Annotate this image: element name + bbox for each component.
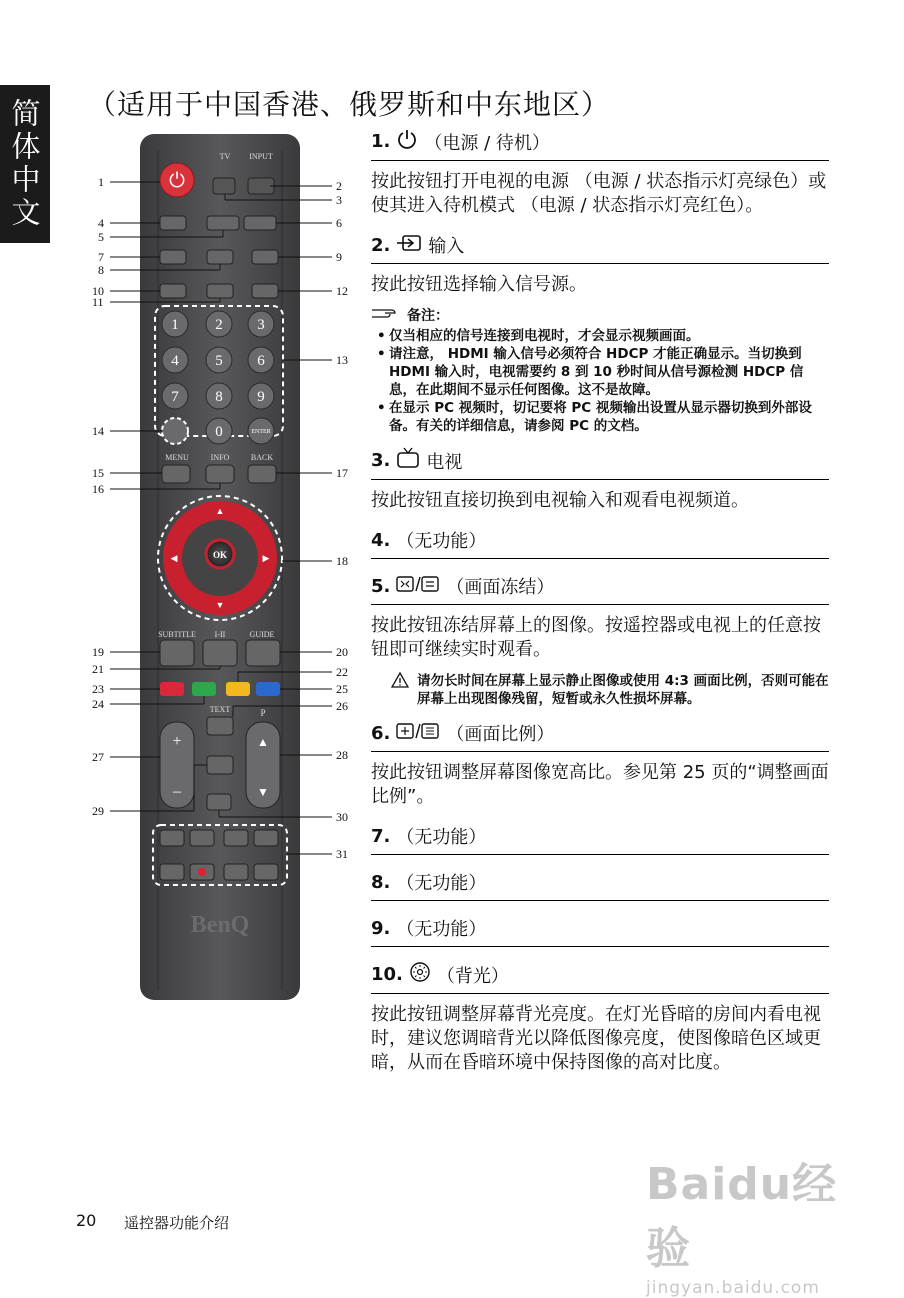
note-hand-icon [371,306,401,324]
callout-21: 21 [92,662,104,676]
svg-text:▶: ▶ [262,553,270,563]
menu-label: MENU [165,453,189,462]
svg-text:▲: ▲ [215,506,225,516]
btn-7 [160,250,186,264]
svg-text:▼: ▼ [215,600,225,610]
language-tab [0,85,50,243]
callout-15: 15 [92,466,104,480]
callout-19: 19 [92,645,104,659]
enter-label: ENTER [251,429,271,435]
brand-logo: BenQ [190,912,250,938]
section-1-heading: 1. （电源 / 待机） [371,126,829,161]
watermark-url: jingyan.baidu.com [646,1278,820,1298]
section-5-heading: 5. （画面冻结） [371,571,829,605]
btn-6 [244,216,276,230]
digit-1: 1 [171,317,179,333]
subtitle-label: SUBTITLE [158,630,196,639]
callout-11: 11 [92,295,104,309]
back-button [248,465,276,483]
callout-9: 9 [336,250,342,264]
section-10-heading: 10. （背光） [371,959,829,994]
digit-6: 6 [257,353,265,369]
section-7-heading: 7. （无功能） [371,821,829,855]
section-6-heading: 6. （画面比例） [371,718,829,752]
footer-title: 遥控器功能介绍 [124,1214,230,1232]
section-6-text: 按此按钮调整屏幕图像宽高比。参见第 25 页的“调整画面比例”。 [371,762,829,807]
section-10-text: 按此按钮调整屏幕背光亮度。在灯光昏暗的房间内看电视时，建议您调暗背光以降低图像亮度，使图像暗色区域更暗，从而在昏暗环境中保持图像的高对比度。 [371,1004,821,1073]
callout-12: 12 [336,284,348,298]
input-label: INPUT [249,152,273,161]
digit-5: 5 [215,353,223,369]
callout-31: 31 [336,847,348,861]
p-label: P [260,708,266,718]
btn-10 [160,284,186,298]
digit-7: 7 [171,389,179,405]
red-button [160,682,184,696]
text-button [207,717,233,735]
callout-7: 7 [98,250,104,264]
blue-button [256,682,280,696]
section-5-text: 按此按钮冻结屏幕上的图像。按遥控器或电视上的任意按钮即可继续实时观看。 [371,615,821,660]
callout-17: 17 [336,466,348,480]
note-item: • 请注意， HDMI 输入信号必须符合 HDCP 才能正确显示。当切换到 HDMI 输入时，电视需要约 8 到 10 秒时间从信号源检测 HDCP 信息，在此期间不显示任何图像。这不是故障。 [371,345,829,399]
info-label: INFO [210,453,230,462]
section-3-heading: 3. 电视 [371,445,829,480]
svg-text:–: – [173,783,181,800]
menu-button [162,465,190,483]
callout-29: 29 [92,804,104,818]
input-icon [396,233,422,258]
section-3-text: 按此按钮直接切换到电视输入和观看电视频道。 [371,490,749,511]
note-title: 备注： [371,305,829,325]
nicam-button [207,756,233,774]
callout-18: 18 [336,554,348,568]
hi-button [203,640,237,666]
note-item: • 在显示 PC 视频时，切记要将 PC 视频输出设置从显示器切换到外部设备。有关的详细信息，请参阅 PC 的文档。 [371,399,829,435]
section-2-text: 按此按钮选择输入信号源。 [371,274,587,295]
section-1-text: 按此按钮打开电视的电源 （电源 / 状态指示灯亮绿色）或使其进入待机模式 （电源 / 状态指示灯亮红色）。 [371,171,827,216]
remote-illustration [80,120,370,1020]
mute-button [207,794,231,810]
tv-icon [396,447,420,474]
callout-26: 26 [336,699,348,713]
callout-27: 27 [92,750,104,764]
callout-2: 2 [336,179,342,193]
page-number: 20 [76,1211,97,1230]
watermark-logo: Baidu经验 [646,1159,838,1274]
callout-16: 16 [92,482,104,496]
btn-12 [252,284,278,298]
section-9-heading: 9. （无功能） [371,913,829,947]
digit-4: 4 [171,353,179,369]
callout-6: 6 [336,216,342,230]
subtitle-button [160,640,194,666]
backlight-icon [409,961,431,988]
callout-25: 25 [336,682,348,696]
note-list [371,327,829,435]
callout-20: 20 [336,645,348,659]
freeze-icon [396,575,440,598]
svg-text:◀: ◀ [170,553,178,563]
btn-4 [160,216,186,230]
callout-30: 30 [336,810,348,824]
info-button [206,465,234,483]
green-button [192,682,216,696]
callout-3: 3 [336,193,342,207]
callout-14: 14 [92,424,104,438]
callout-5: 5 [98,230,104,244]
callout-10: 10 [92,284,104,298]
yellow-button [226,682,250,696]
digit-8: 8 [215,389,223,405]
btn-5 [207,216,239,230]
page-title: （适用于中国香港、俄罗斯和中东地区） [88,88,611,121]
section-8-heading: 8. （无功能） [371,867,829,901]
digit-2: 2 [215,317,223,333]
svg-text:▼: ▼ [257,785,269,799]
digit-0: 0 [215,424,223,440]
svg-text:+: + [172,733,182,750]
aspect-ratio-icon [396,722,440,745]
guide-label: GUIDE [249,630,275,639]
btn-11 [207,284,233,298]
remote-svg [80,120,370,1020]
watermark [646,1148,856,1298]
callout-28: 28 [336,748,348,762]
section-2-heading: 2. 输入 [371,230,829,264]
power-icon [396,128,418,155]
hi-label: I-II [214,630,226,639]
tv-label: TV [219,152,231,161]
callout-23: 23 [92,682,104,696]
callout-8: 8 [98,263,104,277]
callout-24: 24 [92,697,104,711]
btn-9 [252,250,278,264]
tv-button [213,178,235,194]
section-4-heading: 4. （无功能） [371,525,829,559]
language-tab-label: 简体中文 [7,98,42,230]
warning-note: 请勿长时间在屏幕上显示静止图像或使用 4:3 画面比例，否则可能在屏幕上出现图像残留，短暂或永久性损坏屏幕。 [391,672,829,708]
text-label: TEXT [209,705,231,714]
recall-button [162,418,188,444]
digit-9: 9 [257,389,265,405]
ok-label: OK [212,550,228,560]
btn-8 [207,250,233,264]
callout-13: 13 [336,353,348,367]
warning-icon [391,672,409,708]
power-icon: ⏻ [169,170,185,192]
svg-text:▲: ▲ [257,735,269,749]
callout-22: 22 [336,665,348,679]
note-item: • 仅当相应的信号连接到电视时，才会显示视频画面。 [371,327,829,345]
callout-1: 1 [98,175,104,189]
guide-button [246,640,280,666]
digit-3: 3 [257,317,265,333]
back-label: BACK [250,453,274,462]
content-column [371,126,829,1087]
callout-4: 4 [98,216,104,230]
